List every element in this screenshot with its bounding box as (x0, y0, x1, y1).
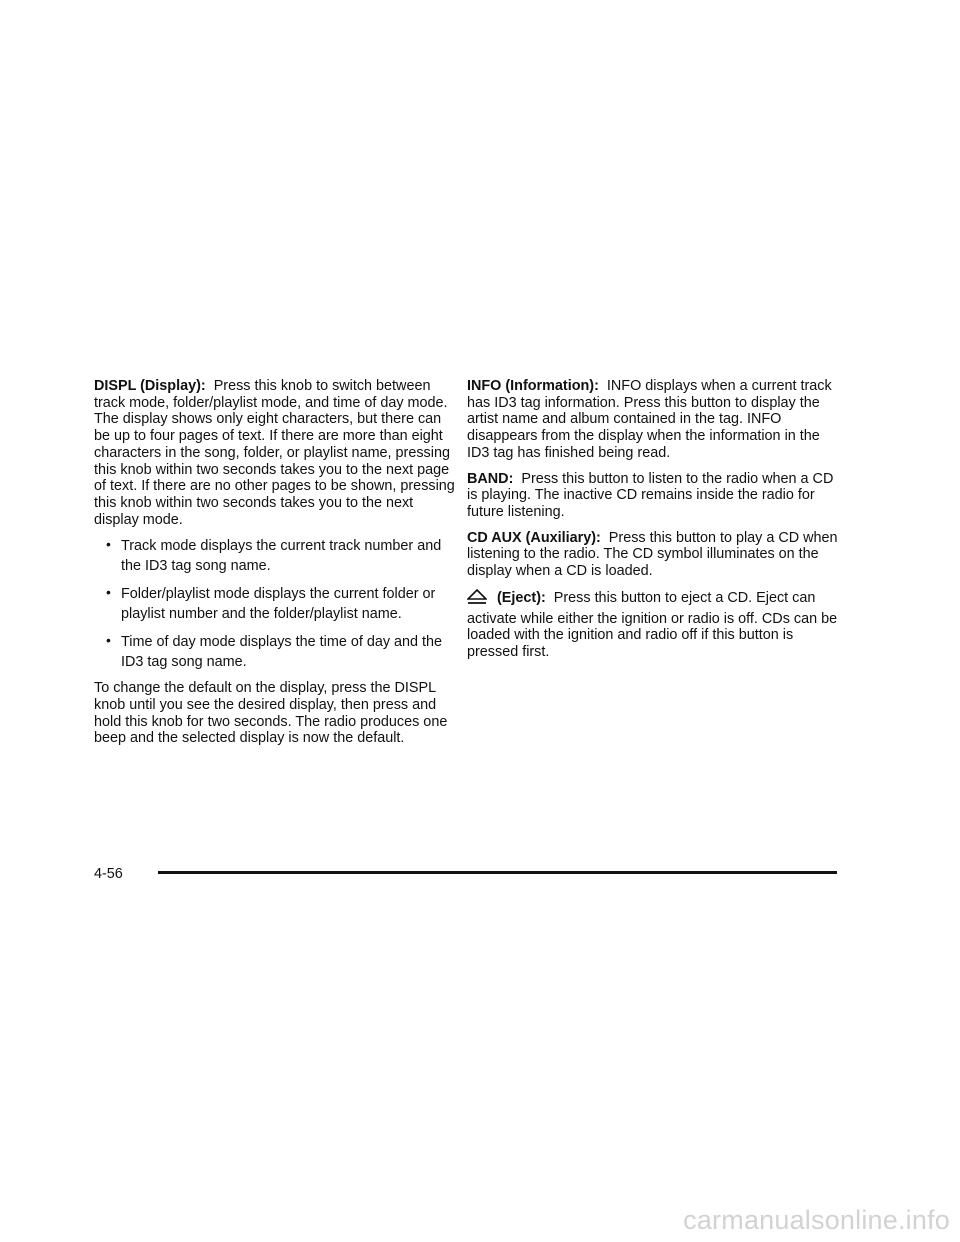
eject-icon (467, 589, 487, 605)
cd-aux-paragraph (467, 530, 843, 580)
eject-first-line (467, 589, 843, 607)
info-paragraph (467, 378, 843, 462)
left-column (94, 378, 458, 755)
displ-paragraph (94, 378, 458, 528)
info-text: INFO displays when a current track has ID3 tag information. Press this button to display the artist name and album contained in the tag. INFO disappears from the display when the information in the ID3 tag has finished being read. (467, 378, 832, 461)
eject-paragraph (467, 589, 843, 661)
right-column (467, 378, 843, 669)
displ-term: DISPL (Display): (94, 378, 206, 394)
band-term: BAND: (467, 470, 514, 487)
list-item (94, 536, 458, 576)
eject-text-first: Press this button to eject a CD. Eject can (553, 590, 816, 607)
displ-text: Press this knob to switch between track mode, folder/playlist mode, and time of day mode. The display shows only eight characters, but there can be up to four pages of text. If there are more than eight characters in the song, folder, or playlist name, pressing this knob within two seconds takes you to the next page of text. If there are no other pages to be shown, pressing this knob within two seconds takes you to the next display mode. (94, 378, 455, 528)
info-term: INFO (Information): (467, 378, 599, 394)
cd-aux-text: Press this button to play a CD when listening to the radio. The CD symbol illuminates on the display when a CD is loaded. (467, 529, 838, 580)
band-text: Press this button to listen to the radio when a CD is playing. The inactive CD remains inside the radio for future listening. (467, 470, 834, 520)
band-paragraph (467, 471, 843, 521)
display-mode-list (94, 536, 458, 672)
watermark-text: carmanualsonline.info (683, 1205, 950, 1235)
bullet-icon: • (106, 536, 111, 553)
footer-divider (158, 871, 837, 874)
eject-text-rest: activate while either the ignition or radio is off. CDs can be loaded with the ignition and radio off if this button is pressed first. (467, 610, 838, 661)
bullet-text: Folder/playlist mode displays the current folder or playlist number and the folder/playlist name. (121, 586, 436, 623)
list-item (94, 584, 458, 624)
cd-aux-term: CD AUX (Auxiliary): (467, 529, 601, 546)
bullet-icon: • (106, 584, 111, 601)
bullet-text: Time of day mode displays the time of day and the ID3 tag song name. (121, 634, 443, 671)
bullet-icon: • (106, 632, 111, 649)
eject-term: (Eject): (497, 590, 546, 607)
change-default-paragraph: To change the default on the display, press the DISPL knob until you see the desired display, then press and hold this knob for two seconds. The radio produces one beep and the selected display is now the default. (94, 680, 448, 747)
list-item (94, 632, 458, 672)
bullet-text: Track mode displays the current track number and the ID3 tag song name. (121, 538, 442, 575)
page-number: 4-56 (94, 866, 123, 882)
